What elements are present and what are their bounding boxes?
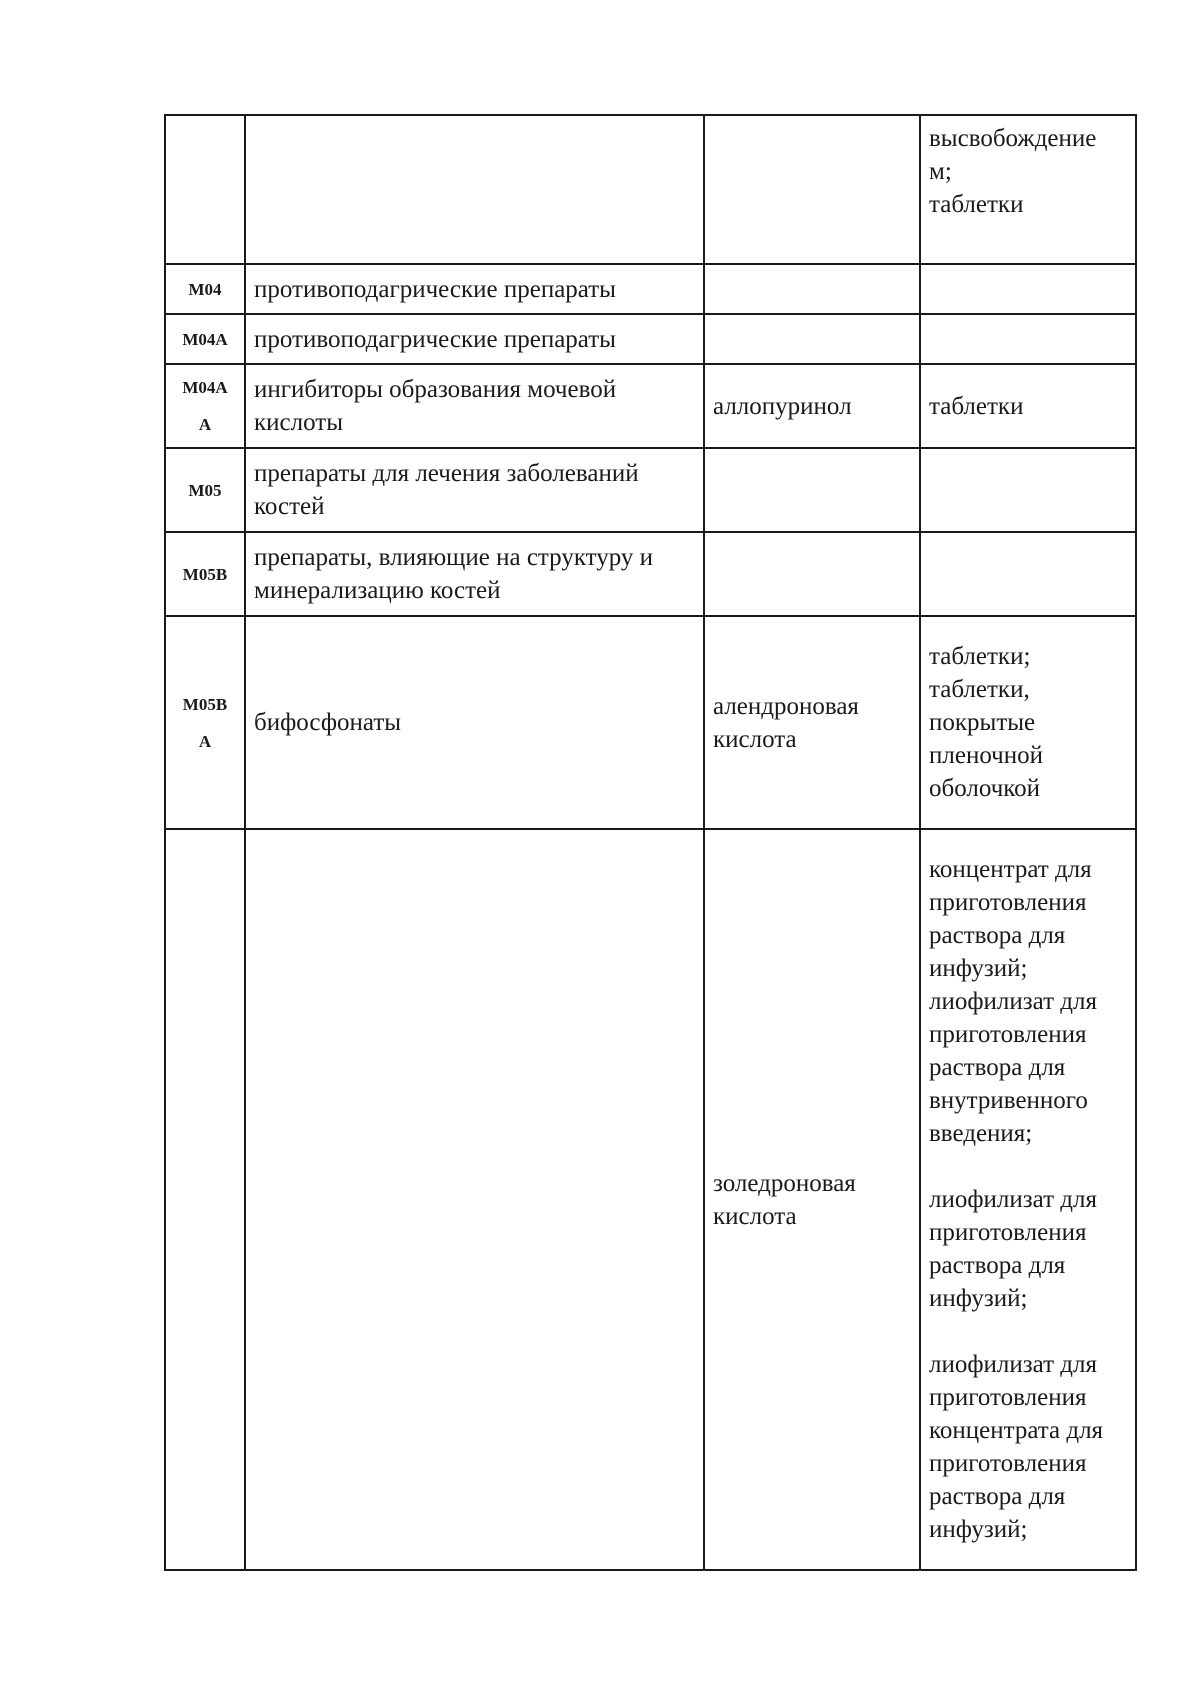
drug-name-cell bbox=[704, 829, 920, 1570]
group-name-cell: препараты для лечения заболеваний костей bbox=[245, 448, 704, 532]
group-name-cell: противоподагрические препараты bbox=[245, 314, 704, 364]
table-row bbox=[165, 364, 1136, 448]
dosage-form-cell bbox=[920, 115, 1136, 264]
dosage-form-cell bbox=[920, 829, 1136, 1570]
dosage-form-cell: таблетки bbox=[920, 364, 1136, 448]
drug-name-cell bbox=[704, 314, 920, 364]
dosage-form-cell bbox=[920, 616, 1136, 829]
dosage-form-text: высвобождение м; таблетки bbox=[929, 125, 1097, 218]
atc-code-cell bbox=[165, 616, 245, 829]
drug-name-cell bbox=[704, 532, 920, 616]
atc-code-text: M04A A bbox=[182, 378, 228, 434]
paragraph-spacer bbox=[929, 1315, 1127, 1348]
atc-code-cell: M04A bbox=[165, 314, 245, 364]
table-row bbox=[165, 616, 1136, 829]
table-row bbox=[165, 314, 1136, 364]
group-name-cell: противоподагрические препараты bbox=[245, 264, 704, 314]
atc-code-text: M05B A bbox=[182, 694, 228, 751]
group-name-cell: ингибиторы образования мочевой кислоты bbox=[245, 364, 704, 448]
atc-code-cell bbox=[165, 115, 245, 264]
dosage-form-text: таблетки; таблетки, покрытые пленочной оболочкой bbox=[929, 643, 1044, 802]
drug-name-cell: аллопуринол bbox=[704, 364, 920, 448]
drug-name-cell bbox=[704, 264, 920, 314]
atc-code-cell: M04 bbox=[165, 264, 245, 314]
drug-name-cell bbox=[704, 448, 920, 532]
dosage-form-cell bbox=[920, 532, 1136, 616]
drug-name-text: золедроновая кислота bbox=[713, 1169, 856, 1230]
dosage-form-cell bbox=[920, 264, 1136, 314]
atc-code-cell: M05 bbox=[165, 448, 245, 532]
paragraph-spacer bbox=[929, 1150, 1127, 1183]
dosage-form-paragraph: лиофилизат для приготовления концентрата для приготовления раствора для инфузий; bbox=[929, 1351, 1104, 1543]
drug-name-text: алендроновая кислота bbox=[713, 692, 859, 753]
dosage-form-cell bbox=[920, 448, 1136, 532]
group-name-cell: препараты, влияющие на структуру и минерализацию костей bbox=[245, 532, 704, 616]
table-row bbox=[165, 532, 1136, 616]
table-row bbox=[165, 115, 1136, 264]
group-name-cell bbox=[245, 115, 704, 264]
group-name-cell bbox=[245, 829, 704, 1570]
table-row bbox=[165, 829, 1136, 1570]
atc-code-cell bbox=[165, 829, 245, 1570]
group-name-cell: бифосфонаты bbox=[245, 616, 704, 829]
dosage-form-paragraph: лиофилизат для приготовления раствора для инфузий; bbox=[929, 1186, 1097, 1312]
table-row bbox=[165, 264, 1136, 314]
atc-code-cell: M05B bbox=[165, 532, 245, 616]
drug-classification-table bbox=[164, 114, 1137, 1571]
table-row bbox=[165, 448, 1136, 532]
dosage-form-paragraph: концентрат для приготовления раствора для инфузий; лиофилизат для приготовления раствора для внутривенного введения; bbox=[929, 856, 1097, 1147]
dosage-form-cell bbox=[920, 314, 1136, 364]
drug-name-cell bbox=[704, 115, 920, 264]
atc-code-cell bbox=[165, 364, 245, 448]
drug-name-cell bbox=[704, 616, 920, 829]
